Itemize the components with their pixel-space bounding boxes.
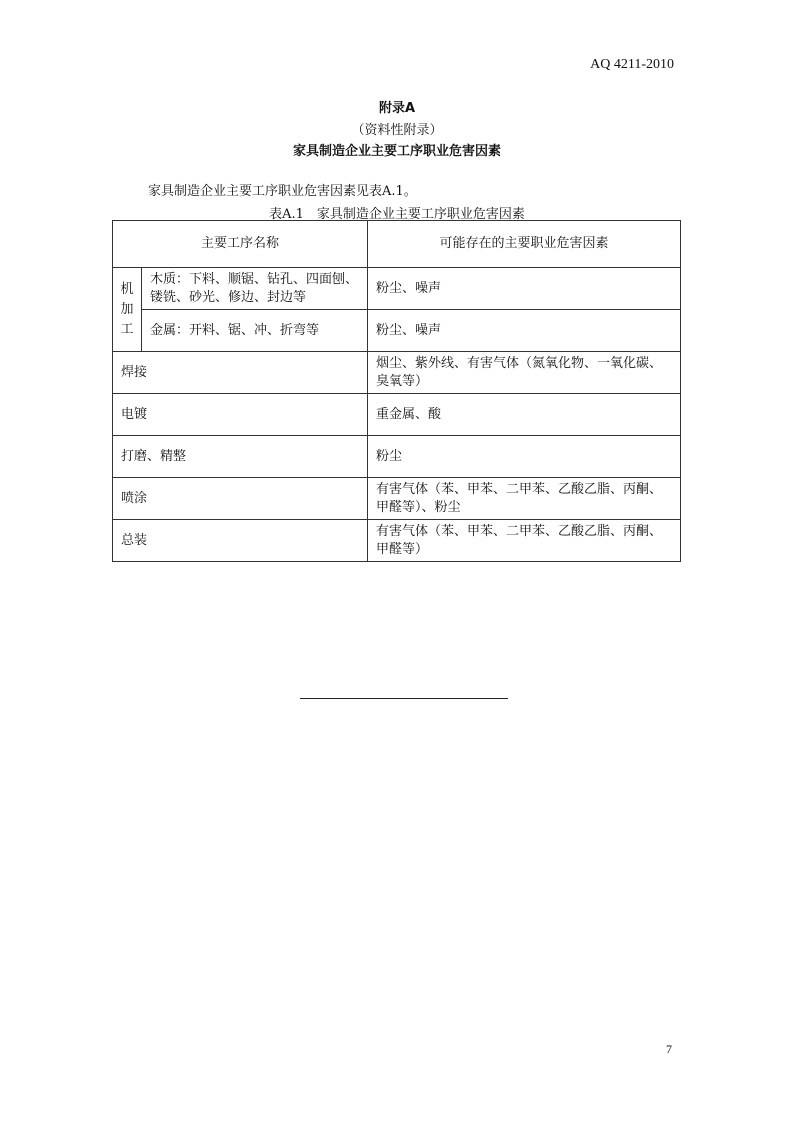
group-label-char: 加	[120, 301, 134, 317]
process-name-cell: 总装	[113, 520, 368, 562]
document-code: AQ 4211-2010	[590, 57, 674, 72]
process-name-cell: 木质：下料、顺锯、钻孔、四面刨、镂铣、砂光、修边、封边等	[142, 268, 368, 310]
table-caption: 表A.1 家具制造企业主要工序职业危害因素	[269, 207, 525, 222]
hazard-cell: 有害气体（苯、甲苯、二甲苯、乙酸乙脂、丙酮、甲醛等）	[368, 520, 681, 562]
hazard-cell: 有害气体（苯、甲苯、二甲苯、乙酸乙脂、丙酮、甲醛等）、粉尘	[368, 478, 681, 520]
table-row	[113, 310, 681, 352]
appendix-subtitle: （资料性附录）	[351, 123, 443, 138]
intro-paragraph: 家具制造企业主要工序职业危害因素见表A.1。	[148, 184, 417, 199]
hazard-cell: 粉尘、噪声	[368, 268, 681, 310]
header-hazard-factors: 可能存在的主要职业危害因素	[368, 221, 681, 268]
hazard-cell: 重金属、酸	[368, 394, 681, 436]
process-name-cell: 打磨、精整	[113, 436, 368, 478]
group-label-char: 机	[120, 281, 134, 297]
table-header-row	[113, 221, 681, 268]
table-row	[113, 352, 681, 394]
hazard-cell: 烟尘、紫外线、有害气体（氮氧化物、一氧化碳、臭氧等）	[368, 352, 681, 394]
group-label-machining	[113, 268, 142, 352]
table-row	[113, 520, 681, 562]
hazard-cell: 粉尘	[368, 436, 681, 478]
appendix-title: 附录A	[378, 101, 416, 116]
group-label-char: 工	[120, 321, 134, 337]
hazard-cell: 粉尘、噪声	[368, 310, 681, 352]
process-name-cell: 电镀	[113, 394, 368, 436]
table-row	[113, 436, 681, 478]
process-name-cell: 焊接	[113, 352, 368, 394]
table-row	[113, 268, 681, 310]
table-row	[113, 394, 681, 436]
hazard-table	[112, 220, 681, 562]
end-rule	[300, 698, 508, 699]
table-row	[113, 478, 681, 520]
page-number: 7	[666, 1042, 672, 1056]
process-name-cell: 金属：开料、锯、冲、折弯等	[142, 310, 368, 352]
header-process-name: 主要工序名称	[113, 221, 368, 268]
process-name-cell: 喷涂	[113, 478, 368, 520]
appendix-heading: 家具制造企业主要工序职业危害因素	[292, 144, 501, 159]
